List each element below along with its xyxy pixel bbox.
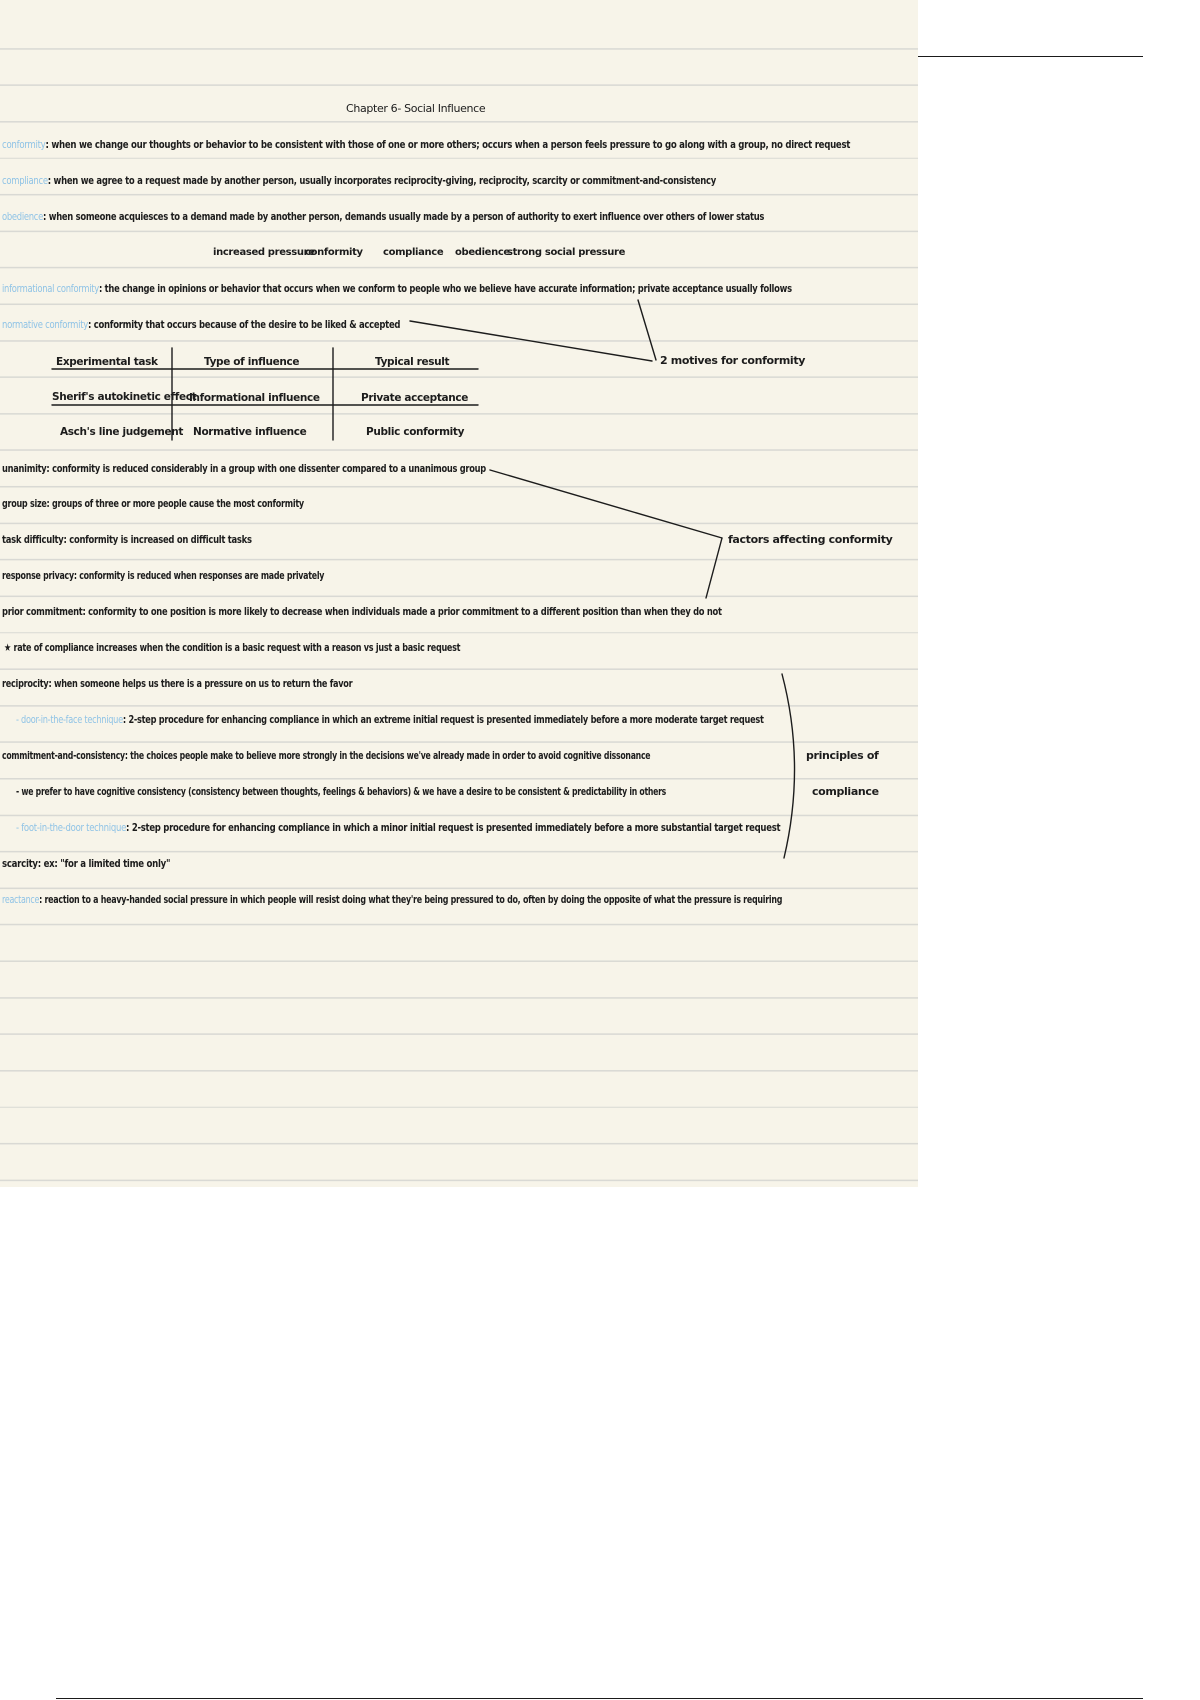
pressure-strong: strong social pressure <box>507 247 626 258</box>
factor-task-difficulty: task difficulty: conformity is increased on difficult tasks <box>2 534 252 546</box>
conformity-term: conformity <box>2 139 46 151</box>
pressure-increased: increased pressure <box>213 247 315 258</box>
factor-response-privacy: response privacy: conformity is reduced when responses are made privately <box>2 570 325 582</box>
table-cell-1-task: Sherif's autokinetic effect <box>52 391 197 403</box>
pressure-obedience: obedience <box>455 247 510 258</box>
principles-label-line2: compliance <box>812 785 879 798</box>
door-in-the-face-text: : 2-step procedure for enhancing compliance in which an extreme initial request is presented immediately before a more moderate target request <box>122 714 764 726</box>
door-in-the-face-term: - door-in-the-face technique <box>16 714 123 726</box>
table-cell-2-result: Public conformity <box>366 426 465 438</box>
header-rule <box>918 56 1143 57</box>
normative-conformity-term: normative conformity <box>2 319 88 331</box>
table-cell-2-task: Asch's line judgement <box>60 426 184 438</box>
reciprocity-line: reciprocity: when someone helps us there is a pressure on us to return the favor <box>2 678 353 690</box>
compliance-star-note: ★ rate of compliance increases when the condition is a basic request with a reason vs just a basic request <box>4 642 461 654</box>
conformity-definition <box>2 138 850 152</box>
scarcity-line: scarcity: ex: "for a limited time only" <box>2 858 171 870</box>
informational-conformity-term: informational conformity <box>2 283 99 295</box>
obedience-text: : when someone acquiesces to a demand made by another person, demands usually made by a person of authority to exert influence over others of lower status <box>43 211 765 223</box>
table-cell-2-influence: Normative influence <box>193 426 307 438</box>
commitment-line: commitment-and-consistency: the choices people make to believe more strongly in the decisions we've already made in order to avoid cognitive dissonance <box>2 750 651 762</box>
factors-label: factors affecting conformity <box>728 533 893 546</box>
motives-label: 2 motives for conformity <box>660 354 806 367</box>
table-cell-1-influence: Informational influence <box>189 392 320 404</box>
normative-conformity-text: : conformity that occurs because of the desire to be liked & accepted <box>87 319 401 331</box>
principles-label-line1: principles of <box>806 749 879 762</box>
normative-conformity-definition <box>2 318 400 332</box>
table-cell-1-result: Private acceptance <box>361 392 468 404</box>
table-header-task: Experimental task <box>56 356 158 368</box>
pressure-compliance: compliance <box>383 247 444 258</box>
factor-unanimity: unanimity: conformity is reduced considerably in a group with one dissenter compared to a unanimous group <box>2 463 486 475</box>
obedience-definition <box>2 210 764 224</box>
footer-rule <box>56 1698 1143 1699</box>
foot-in-the-door-term: - foot-in-the-door technique <box>16 822 127 834</box>
informational-conformity-text: : the change in opinions or behavior that occurs when we conform to people who we believe have accurate information; private acceptance usually follows <box>98 283 792 295</box>
compliance-text: : when we agree to a request made by another person, usually incorporates reciprocity-giving, reciprocity, scarcity or commitment-and-consistency <box>47 175 717 187</box>
obedience-term: obedience <box>2 211 44 223</box>
conformity-text: : when we change our thoughts or behavior to be consistent with those of one or more others; occurs when a person feels pressure to go along with a group, no direct request <box>45 139 851 151</box>
pressure-conformity: conformity <box>305 247 363 258</box>
page-title: Chapter 6- Social Influence <box>346 102 486 115</box>
door-in-the-face-line <box>16 713 764 727</box>
factor-prior-commitment: prior commitment: conformity to one position is more likely to decrease when individuals made a prior commitment to a different position than when they do not <box>2 606 722 618</box>
consistency-note: - we prefer to have cognitive consistency (consistency between thoughts, feelings & behaviors) & we have a desire to be consistent & predictability in others <box>16 786 667 798</box>
compliance-definition <box>2 174 716 188</box>
foot-in-the-door-text: : 2-step procedure for enhancing compliance in which a minor initial request is presented immediately before a more substantial target request <box>126 822 781 834</box>
compliance-term: compliance <box>2 175 48 187</box>
reactance-definition <box>2 893 782 907</box>
informational-conformity-definition <box>2 282 792 296</box>
foot-in-the-door-line <box>16 821 780 835</box>
table-header-result: Typical result <box>375 356 450 368</box>
factor-group-size: group size: groups of three or more people cause the most conformity <box>2 498 304 510</box>
reactance-term: reactance <box>2 894 40 906</box>
reactance-text: : reaction to a heavy-handed social pressure in which people will resist doing what they're being pressured to do, often by doing the opposite of what the pressure is requiring <box>39 894 783 906</box>
table-header-influence: Type of influence <box>204 356 300 368</box>
